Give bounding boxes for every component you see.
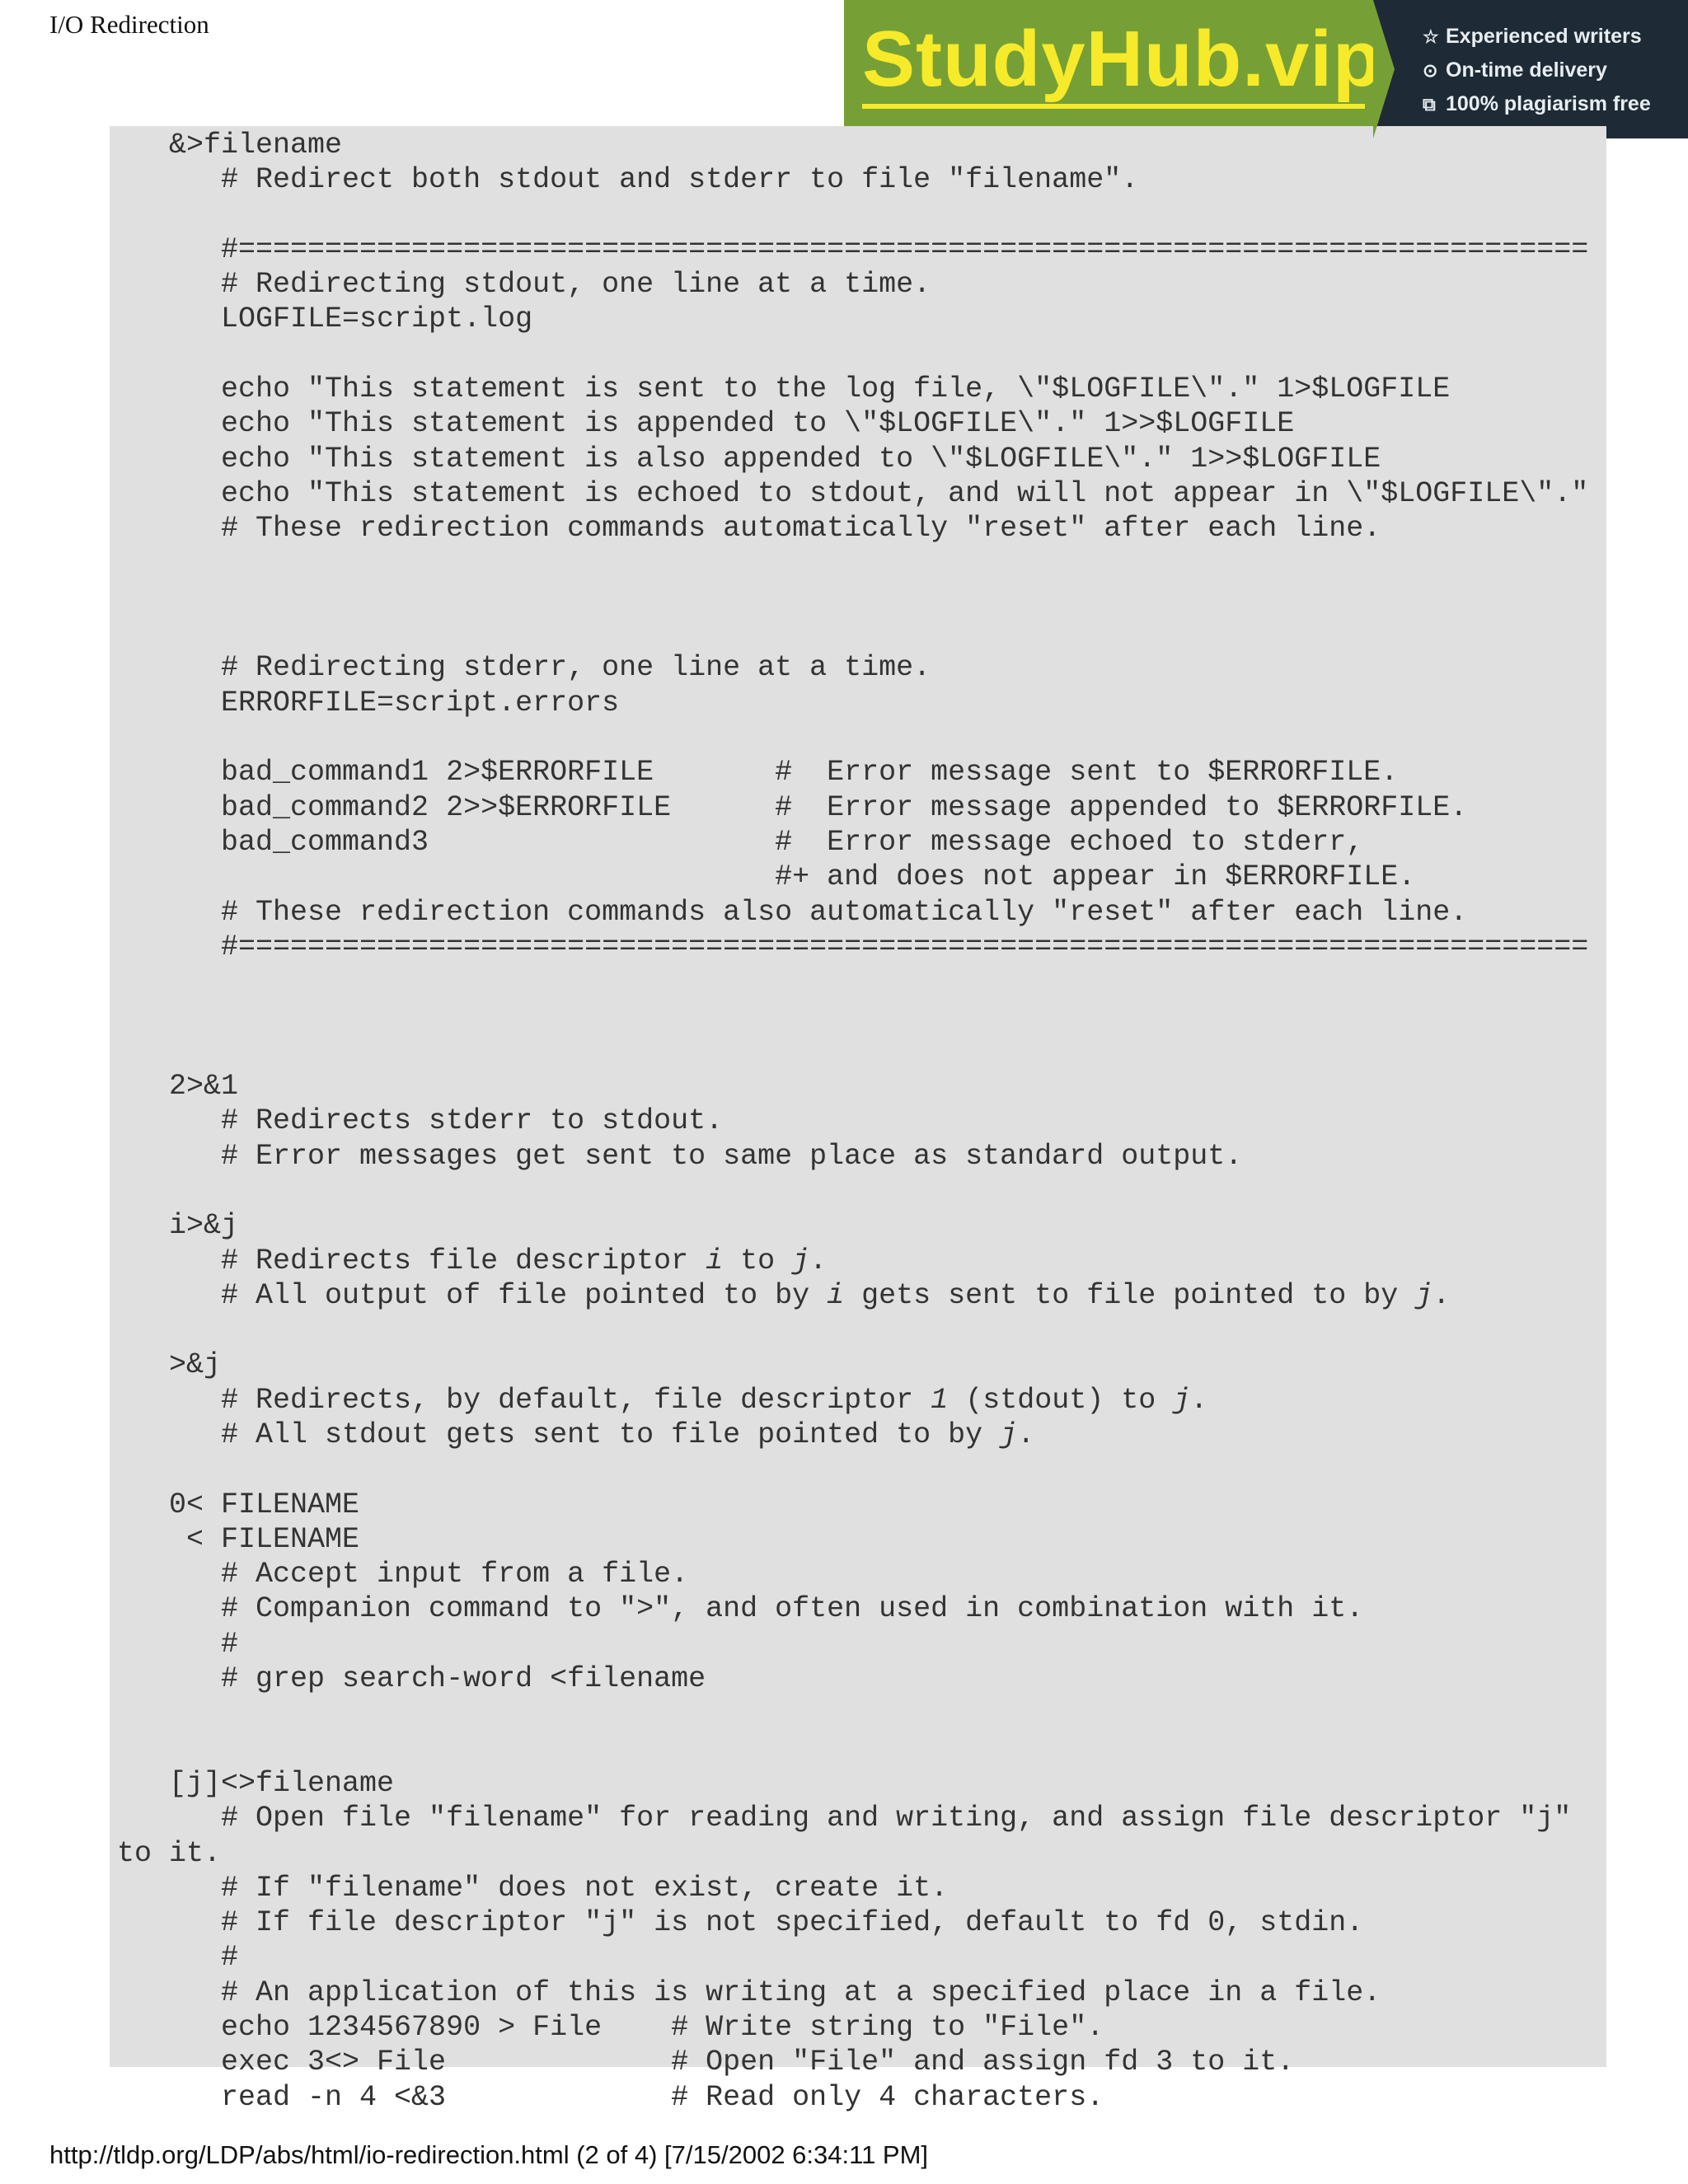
copy-icon: ⧉ xyxy=(1423,93,1436,115)
code-line: #+ and does not appear in $ERRORFILE. xyxy=(117,860,1416,894)
code-line: 2>&1 xyxy=(117,1070,239,1104)
code-line: # Redirect both stdout and stderr to file "filename". xyxy=(117,163,1139,197)
ad-feature-label: On-time delivery xyxy=(1446,59,1607,82)
ad-feature-label: Experienced writers xyxy=(1446,25,1642,48)
code-line: # These redirection commands automatically "reset" after each line. xyxy=(117,512,1381,546)
code-line xyxy=(117,720,1601,755)
code-line: #============================================================================== xyxy=(117,232,1589,266)
code-line: # Redirecting stderr, one line at a time. xyxy=(117,651,931,685)
ad-feature-experienced xyxy=(1423,20,1688,54)
code-line: # Redirects, by default, file descriptor 1 (stdout) to j. xyxy=(117,1383,1208,1417)
ad-logo[interactable]: StudyHub.vip xyxy=(862,15,1382,103)
code-line: #============================================================================== xyxy=(117,930,1589,963)
code-line: # An application of this is writing at a specified place in a file. xyxy=(117,1975,1381,2009)
star-icon: ☆ xyxy=(1423,26,1439,47)
code-line: < FILENAME xyxy=(117,1522,360,1556)
code-line xyxy=(117,964,1601,999)
code-line: echo "This statement is sent to the log file, \"$LOGFILE\"." 1>$LOGFILE xyxy=(117,373,1451,406)
code-line: # All output of file pointed to by i gets sent to file pointed to by j. xyxy=(117,1278,1451,1312)
ad-feature-plagiarism xyxy=(1423,87,1688,121)
code-line: # Redirecting stdout, one line at a time. xyxy=(117,268,931,302)
code-line: echo "This statement is appended to \"$LOGFILE\"." 1>>$LOGFILE xyxy=(117,407,1295,441)
ad-features-panel xyxy=(1373,0,1688,138)
code-line: >&j xyxy=(117,1348,222,1382)
code-line: bad_command3 # Error message echoed to stderr, xyxy=(117,825,1364,859)
page-footer-url: http://tldp.org/LDP/abs/html/io-redirection.html (2 of 4) [7/15/2002 6:34:11 PM] xyxy=(49,2140,929,2169)
code-line: echo "This statement is echoed to stdout, and will not appear in \"$LOGFILE\"." xyxy=(117,476,1589,510)
code-line: # These redirection commands also automatically "reset" after each line. xyxy=(117,895,1468,929)
ad-logo-panel[interactable] xyxy=(844,0,1382,138)
code-line xyxy=(117,546,1601,581)
code-line: # xyxy=(117,1627,239,1661)
code-line xyxy=(117,1732,1601,1766)
code-line xyxy=(117,1313,1601,1347)
code-line: # All stdout gets sent to file pointed to by j. xyxy=(117,1418,1035,1451)
code-line: # If file descriptor "j" is not specified, default to fd 0, stdin. xyxy=(117,1906,1364,1940)
ad-logo-underline xyxy=(862,104,1365,109)
code-line: i>&j xyxy=(117,1209,239,1243)
code-line xyxy=(117,616,1601,650)
code-line: exec 3<> File # Open "File" and assign fd 3 to it. xyxy=(117,2046,1295,2079)
code-line: bad_command1 2>$ERRORFILE # Error message sent to $ERRORFILE. xyxy=(117,756,1399,790)
code-line: echo "This statement is also appended to \"$LOGFILE\"." 1>>$LOGFILE xyxy=(117,442,1381,476)
ad-feature-ontime xyxy=(1423,54,1688,87)
code-line xyxy=(117,581,1601,616)
code-line xyxy=(117,1452,1601,1487)
code-line: bad_command2 2>>$ERRORFILE # Error message appended to $ERRORFILE. xyxy=(117,790,1468,824)
code-line xyxy=(117,1034,1601,1069)
code-line: to it. xyxy=(117,1836,222,1870)
code-line xyxy=(117,337,1601,372)
code-line: # grep search-word <filename xyxy=(117,1662,706,1696)
code-line xyxy=(117,1174,1601,1208)
code-line: ERRORFILE=script.errors xyxy=(117,686,620,719)
clock-icon: ⊙ xyxy=(1423,59,1438,81)
code-listing xyxy=(117,128,1601,2115)
code-line: # Accept input from a file. xyxy=(117,1558,689,1591)
code-line: # xyxy=(117,1941,239,1975)
code-line: LOGFILE=script.log xyxy=(117,302,533,336)
code-line xyxy=(117,1696,1601,1731)
code-line: # If "filename" does not exist, create it. xyxy=(117,1871,949,1905)
code-line: read -n 4 <&3 # Read only 4 characters. xyxy=(117,2080,1104,2114)
ad-banner[interactable] xyxy=(844,0,1688,138)
ad-feature-label: 100% plagiarism free xyxy=(1446,92,1651,115)
code-line: [j]<>filename xyxy=(117,1766,395,1800)
code-line xyxy=(117,198,1601,232)
page-header-title: I/O Redirection xyxy=(49,10,209,39)
code-line xyxy=(117,999,1601,1033)
code-line: # Redirects file descriptor i to j. xyxy=(117,1244,828,1277)
code-line: # Redirects stderr to stdout. xyxy=(117,1104,724,1138)
code-line: &>filename xyxy=(117,129,343,162)
code-line: # Error messages get sent to same place as standard output. xyxy=(117,1139,1243,1173)
code-line: 0< FILENAME xyxy=(117,1488,360,1521)
code-line: echo 1234567890 > File # Write string to "File". xyxy=(117,2011,1104,2045)
code-line: # Companion command to ">", and often used in combination with it. xyxy=(117,1592,1364,1626)
code-line: # Open file "filename" for reading and writing, and assign file descriptor "j" xyxy=(117,1802,1572,1835)
